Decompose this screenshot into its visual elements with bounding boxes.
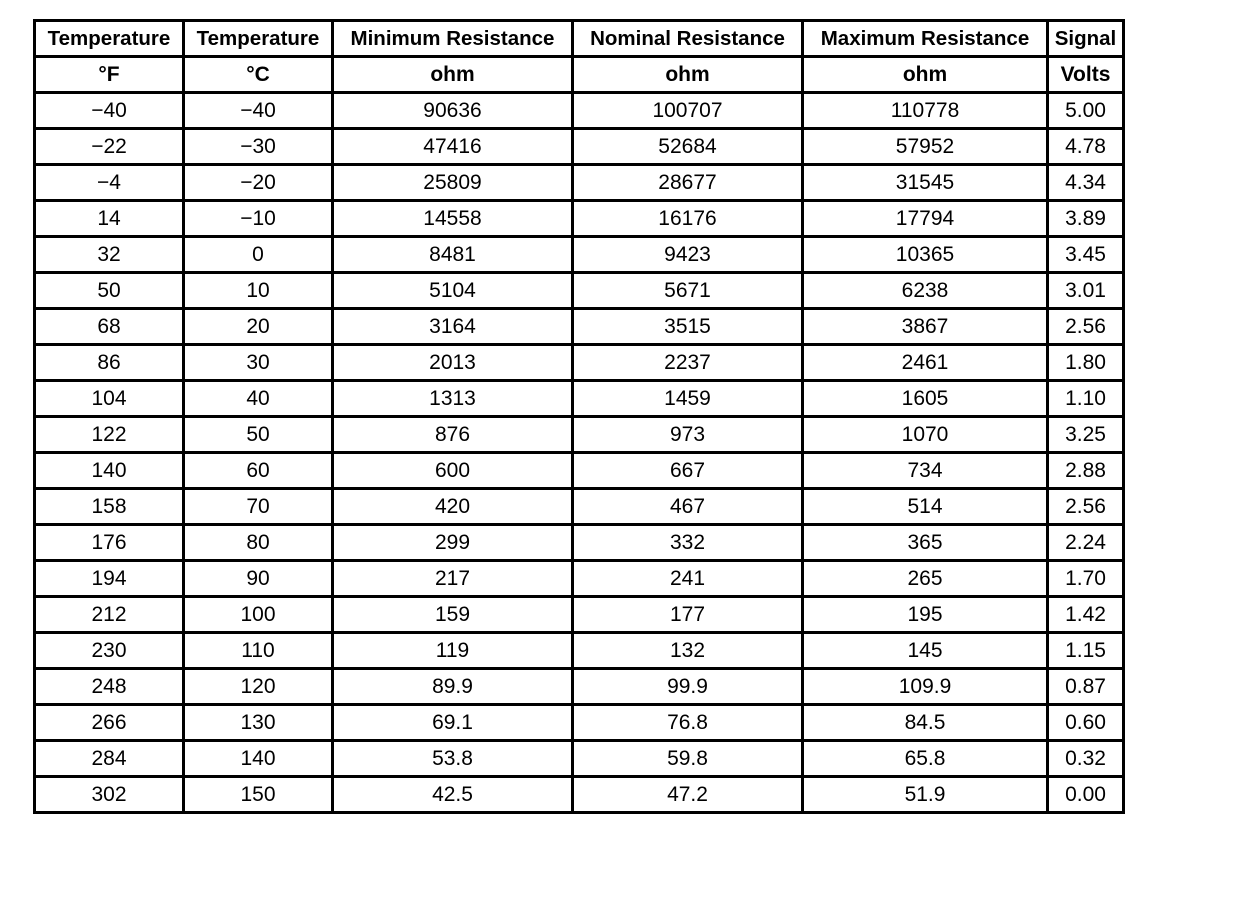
- cell-temp-c: 130: [184, 705, 333, 741]
- cell-temp-f: 266: [35, 705, 184, 741]
- cell-temp-f: −40: [35, 93, 184, 129]
- cell-temp-c: 100: [184, 597, 333, 633]
- resistance-table-container: [33, 19, 1125, 814]
- cell-max-resistance: 145: [803, 633, 1048, 669]
- resistance-table: [33, 19, 1125, 814]
- header-nominal-resistance: Nominal Resistance: [573, 21, 803, 57]
- cell-temp-c: 40: [184, 381, 333, 417]
- cell-nominal-resistance: 52684: [573, 129, 803, 165]
- cell-max-resistance: 109.9: [803, 669, 1048, 705]
- cell-temp-c: 60: [184, 453, 333, 489]
- cell-max-resistance: 365: [803, 525, 1048, 561]
- cell-signal-volts: 1.10: [1048, 381, 1124, 417]
- cell-max-resistance: 6238: [803, 273, 1048, 309]
- table-head: [35, 21, 1124, 93]
- unit-ohm-min: ohm: [333, 57, 573, 93]
- cell-signal-volts: 0.87: [1048, 669, 1124, 705]
- table-row: [35, 705, 1124, 741]
- cell-temp-f: 68: [35, 309, 184, 345]
- cell-temp-f: 302: [35, 777, 184, 813]
- table-row: [35, 417, 1124, 453]
- cell-temp-f: 158: [35, 489, 184, 525]
- header-signal: Signal: [1048, 21, 1124, 57]
- table-row: [35, 93, 1124, 129]
- table-row: [35, 381, 1124, 417]
- table-row: [35, 525, 1124, 561]
- cell-max-resistance: 65.8: [803, 741, 1048, 777]
- cell-temp-c: 80: [184, 525, 333, 561]
- table-row: [35, 741, 1124, 777]
- cell-max-resistance: 734: [803, 453, 1048, 489]
- cell-max-resistance: 10365: [803, 237, 1048, 273]
- cell-min-resistance: 876: [333, 417, 573, 453]
- cell-min-resistance: 119: [333, 633, 573, 669]
- cell-temp-f: −4: [35, 165, 184, 201]
- cell-nominal-resistance: 100707: [573, 93, 803, 129]
- cell-min-resistance: 42.5: [333, 777, 573, 813]
- cell-temp-c: −20: [184, 165, 333, 201]
- cell-min-resistance: 2013: [333, 345, 573, 381]
- cell-signal-volts: 1.15: [1048, 633, 1124, 669]
- cell-signal-volts: 5.00: [1048, 93, 1124, 129]
- cell-nominal-resistance: 2237: [573, 345, 803, 381]
- unit-ohm-max: ohm: [803, 57, 1048, 93]
- cell-temp-c: 10: [184, 273, 333, 309]
- cell-signal-volts: 4.34: [1048, 165, 1124, 201]
- cell-signal-volts: 3.89: [1048, 201, 1124, 237]
- cell-nominal-resistance: 467: [573, 489, 803, 525]
- cell-min-resistance: 600: [333, 453, 573, 489]
- cell-signal-volts: 0.60: [1048, 705, 1124, 741]
- cell-nominal-resistance: 5671: [573, 273, 803, 309]
- cell-max-resistance: 110778: [803, 93, 1048, 129]
- cell-temp-f: 176: [35, 525, 184, 561]
- cell-max-resistance: 3867: [803, 309, 1048, 345]
- table-row: [35, 669, 1124, 705]
- cell-temp-f: 230: [35, 633, 184, 669]
- cell-max-resistance: 51.9: [803, 777, 1048, 813]
- cell-temp-c: 30: [184, 345, 333, 381]
- cell-min-resistance: 90636: [333, 93, 573, 129]
- header-temperature-c: Temperature: [184, 21, 333, 57]
- cell-max-resistance: 1070: [803, 417, 1048, 453]
- table-row: [35, 561, 1124, 597]
- cell-signal-volts: 1.42: [1048, 597, 1124, 633]
- cell-nominal-resistance: 332: [573, 525, 803, 561]
- cell-temp-c: 50: [184, 417, 333, 453]
- cell-nominal-resistance: 177: [573, 597, 803, 633]
- cell-temp-c: −40: [184, 93, 333, 129]
- cell-temp-f: 86: [35, 345, 184, 381]
- cell-max-resistance: 84.5: [803, 705, 1048, 741]
- table-row: [35, 453, 1124, 489]
- cell-temp-f: 122: [35, 417, 184, 453]
- cell-temp-c: 150: [184, 777, 333, 813]
- cell-temp-c: −10: [184, 201, 333, 237]
- cell-temp-c: 120: [184, 669, 333, 705]
- cell-temp-f: 248: [35, 669, 184, 705]
- cell-nominal-resistance: 59.8: [573, 741, 803, 777]
- cell-min-resistance: 8481: [333, 237, 573, 273]
- cell-temp-f: 194: [35, 561, 184, 597]
- cell-signal-volts: 0.00: [1048, 777, 1124, 813]
- cell-min-resistance: 1313: [333, 381, 573, 417]
- cell-max-resistance: 195: [803, 597, 1048, 633]
- unit-volts: Volts: [1048, 57, 1124, 93]
- cell-min-resistance: 3164: [333, 309, 573, 345]
- cell-max-resistance: 265: [803, 561, 1048, 597]
- table-row: [35, 777, 1124, 813]
- cell-max-resistance: 1605: [803, 381, 1048, 417]
- table-body: [35, 93, 1124, 813]
- unit-ohm-nominal: ohm: [573, 57, 803, 93]
- cell-max-resistance: 17794: [803, 201, 1048, 237]
- cell-signal-volts: 2.56: [1048, 489, 1124, 525]
- cell-nominal-resistance: 3515: [573, 309, 803, 345]
- cell-nominal-resistance: 99.9: [573, 669, 803, 705]
- cell-min-resistance: 47416: [333, 129, 573, 165]
- cell-nominal-resistance: 1459: [573, 381, 803, 417]
- cell-min-resistance: 25809: [333, 165, 573, 201]
- cell-temp-f: 14: [35, 201, 184, 237]
- cell-min-resistance: 217: [333, 561, 573, 597]
- table-row: [35, 237, 1124, 273]
- cell-temp-c: 70: [184, 489, 333, 525]
- cell-min-resistance: 299: [333, 525, 573, 561]
- cell-temp-f: −22: [35, 129, 184, 165]
- cell-temp-f: 104: [35, 381, 184, 417]
- cell-signal-volts: 4.78: [1048, 129, 1124, 165]
- cell-signal-volts: 2.56: [1048, 309, 1124, 345]
- cell-nominal-resistance: 76.8: [573, 705, 803, 741]
- cell-nominal-resistance: 28677: [573, 165, 803, 201]
- header-row: [35, 21, 1124, 57]
- table-row: [35, 489, 1124, 525]
- cell-temp-f: 32: [35, 237, 184, 273]
- cell-nominal-resistance: 132: [573, 633, 803, 669]
- table-row: [35, 309, 1124, 345]
- cell-temp-f: 284: [35, 741, 184, 777]
- units-row: [35, 57, 1124, 93]
- table-row: [35, 273, 1124, 309]
- cell-nominal-resistance: 47.2: [573, 777, 803, 813]
- cell-signal-volts: 3.25: [1048, 417, 1124, 453]
- cell-temp-c: 20: [184, 309, 333, 345]
- cell-temp-c: 90: [184, 561, 333, 597]
- cell-temp-c: 110: [184, 633, 333, 669]
- cell-nominal-resistance: 16176: [573, 201, 803, 237]
- cell-min-resistance: 159: [333, 597, 573, 633]
- header-temperature-f: Temperature: [35, 21, 184, 57]
- cell-max-resistance: 2461: [803, 345, 1048, 381]
- table-row: [35, 165, 1124, 201]
- cell-signal-volts: 3.45: [1048, 237, 1124, 273]
- unit-fahrenheit: °F: [35, 57, 184, 93]
- table-row: [35, 129, 1124, 165]
- cell-min-resistance: 53.8: [333, 741, 573, 777]
- table-row: [35, 345, 1124, 381]
- cell-nominal-resistance: 973: [573, 417, 803, 453]
- cell-max-resistance: 57952: [803, 129, 1048, 165]
- cell-signal-volts: 2.24: [1048, 525, 1124, 561]
- cell-max-resistance: 31545: [803, 165, 1048, 201]
- cell-nominal-resistance: 667: [573, 453, 803, 489]
- cell-min-resistance: 14558: [333, 201, 573, 237]
- cell-temp-f: 212: [35, 597, 184, 633]
- header-maximum-resistance: Maximum Resistance: [803, 21, 1048, 57]
- cell-signal-volts: 1.80: [1048, 345, 1124, 381]
- header-minimum-resistance: Minimum Resistance: [333, 21, 573, 57]
- table-row: [35, 201, 1124, 237]
- cell-temp-c: 0: [184, 237, 333, 273]
- cell-max-resistance: 514: [803, 489, 1048, 525]
- table-row: [35, 633, 1124, 669]
- cell-min-resistance: 69.1: [333, 705, 573, 741]
- cell-nominal-resistance: 9423: [573, 237, 803, 273]
- cell-signal-volts: 0.32: [1048, 741, 1124, 777]
- cell-temp-c: −30: [184, 129, 333, 165]
- cell-min-resistance: 5104: [333, 273, 573, 309]
- unit-celsius: °C: [184, 57, 333, 93]
- cell-signal-volts: 2.88: [1048, 453, 1124, 489]
- cell-temp-f: 140: [35, 453, 184, 489]
- cell-temp-f: 50: [35, 273, 184, 309]
- cell-nominal-resistance: 241: [573, 561, 803, 597]
- cell-signal-volts: 1.70: [1048, 561, 1124, 597]
- cell-min-resistance: 89.9: [333, 669, 573, 705]
- cell-signal-volts: 3.01: [1048, 273, 1124, 309]
- cell-temp-c: 140: [184, 741, 333, 777]
- table-row: [35, 597, 1124, 633]
- cell-min-resistance: 420: [333, 489, 573, 525]
